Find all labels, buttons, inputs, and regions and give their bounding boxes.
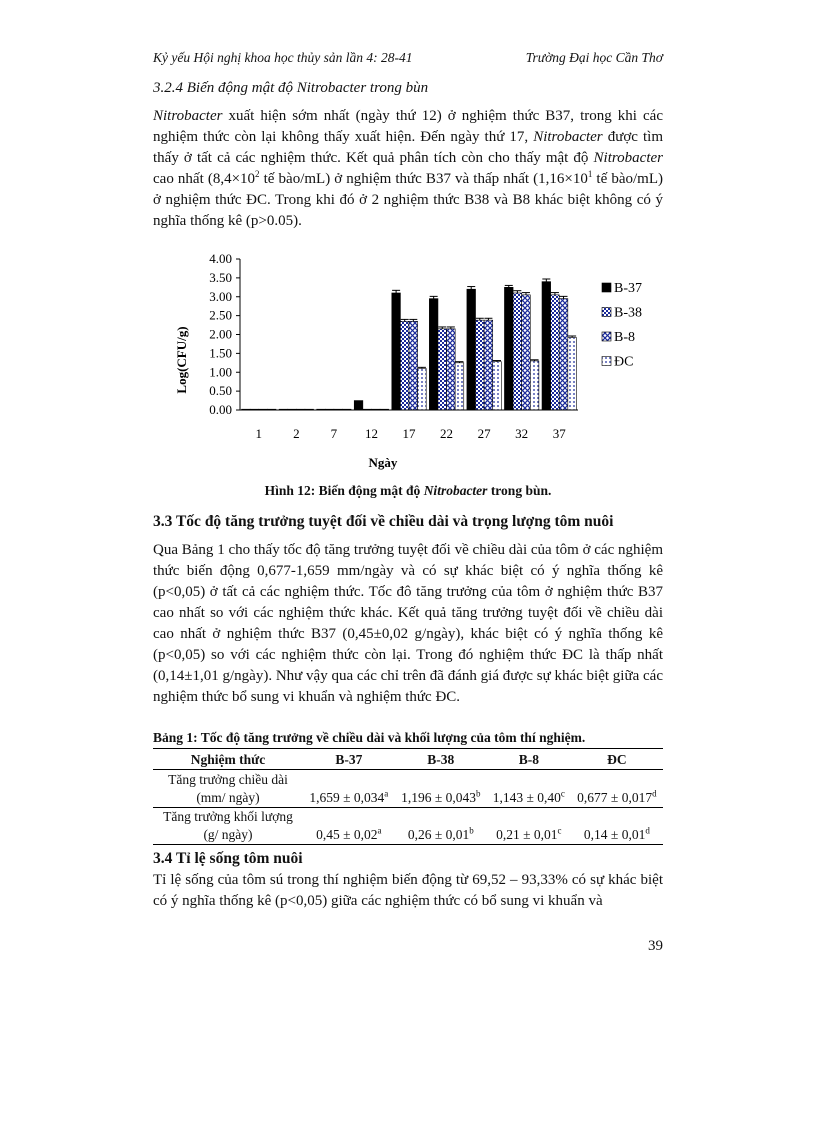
bar bbox=[568, 338, 577, 410]
para1-t4: được tìm thấy ở tất cả các nghiệm thức. Kết quả phân tích còn cho thấy mật độ bbox=[153, 129, 663, 166]
subsection-heading-3-2-4: 3.2.4 Biến động mật độ Nitrobacter trong bùn bbox=[153, 80, 429, 96]
cell-superscript: a bbox=[377, 825, 382, 836]
y-tick-label: 1.50 bbox=[209, 345, 232, 361]
bar bbox=[493, 362, 502, 410]
bar bbox=[522, 295, 531, 410]
cell-value: 1,196 ± 0,043 bbox=[401, 790, 476, 805]
legend-swatch bbox=[602, 308, 611, 317]
x-tick-label: 17 bbox=[402, 426, 416, 441]
bar bbox=[467, 289, 476, 410]
running-header bbox=[153, 50, 663, 66]
legend-label: B-8 bbox=[614, 330, 635, 345]
para1-t3: Nitrobacter bbox=[533, 129, 603, 145]
section-heading-3-4: 3.4 Tỉ lệ sống tôm nuôi bbox=[153, 850, 303, 867]
paragraph-nitrobacter bbox=[153, 106, 663, 232]
legend-swatch bbox=[602, 283, 611, 292]
table-row bbox=[153, 808, 663, 845]
cell-value: 1,143 ± 0,40 bbox=[492, 790, 561, 805]
legend-label: B-37 bbox=[614, 281, 642, 296]
page-number: 39 bbox=[648, 938, 663, 954]
bar bbox=[400, 321, 409, 410]
x-tick-label: 12 bbox=[364, 426, 378, 441]
x-tick-label: 27 bbox=[477, 426, 491, 441]
y-tick-label: 3.00 bbox=[209, 288, 232, 304]
y-tick-label: 1.00 bbox=[209, 364, 232, 380]
table-row bbox=[153, 770, 663, 808]
x-axis-label: Ngày bbox=[368, 455, 398, 470]
cell-superscript: d bbox=[652, 788, 657, 799]
row-label bbox=[153, 770, 303, 808]
paragraph-survival: Tỉ lệ sống của tôm sú trong thí nghiệm biến động từ 69,52 – 93,33% có sự khác biệt có ý nghĩa thống kê (p<0,05) giữa các nghiệm thức có bổ sung vi khuẩn và bbox=[153, 872, 663, 909]
figure-caption bbox=[0, 483, 816, 499]
table-caption: Bảng 1: Tốc độ tăng trưởng về chiều dài và khối lượng của tôm thí nghiệm. bbox=[153, 730, 586, 745]
table-cell bbox=[487, 770, 571, 808]
table-cell bbox=[303, 770, 395, 808]
para1-t5: Nitrobacter bbox=[593, 150, 663, 166]
y-axis-label: Log(CFU/g) bbox=[174, 326, 189, 394]
header-cell: B-37 bbox=[303, 749, 395, 770]
table-cell bbox=[395, 808, 487, 845]
caption-b: Nitrobacter bbox=[423, 483, 488, 498]
y-tick-label: 2.00 bbox=[209, 326, 232, 342]
header-cell: ĐC bbox=[571, 749, 663, 770]
bar bbox=[455, 363, 464, 410]
x-tick-label: 2 bbox=[293, 426, 300, 441]
bar bbox=[559, 299, 568, 410]
row-label-line1: Tăng trưởng khối lượng bbox=[163, 809, 293, 824]
para1-t1: Nitrobacter bbox=[153, 108, 223, 124]
table-cell bbox=[571, 808, 663, 845]
y-tick-label: 3.50 bbox=[209, 269, 232, 285]
table-cell bbox=[395, 770, 487, 808]
para1-t8: tế bào/mL) ở nghiệm thức ĐC. Trong khi đó ở 2 nghiệm thức B38 và B8 khác biệt không có ý nghĩa thống kê (p>0.05). bbox=[153, 171, 663, 229]
bar bbox=[476, 320, 485, 410]
para1-sup2: 1 bbox=[587, 169, 593, 179]
para1-t7: tế bào/mL) ở nghiệm thức B37 và thấp nhất (1,16×10 bbox=[259, 171, 588, 187]
header-journal: Kỷ yếu Hội nghị khoa học thủy sản lần 4: 28-41 bbox=[153, 50, 413, 65]
bar bbox=[409, 321, 418, 410]
growth-table bbox=[153, 748, 663, 845]
cell-superscript: b bbox=[469, 825, 474, 836]
row-label-line2: (mm/ ngày) bbox=[196, 790, 260, 805]
cell-value: 0,45 ± 0,02 bbox=[316, 827, 378, 842]
legend-label: ĐC bbox=[614, 354, 634, 370]
bar bbox=[542, 282, 551, 410]
caption-a: Hình 12: Biến động mật độ bbox=[264, 483, 424, 498]
para1-sup1: 2 bbox=[255, 169, 260, 179]
cell-value: 0,14 ± 0,01 bbox=[583, 827, 646, 842]
cell-superscript: c bbox=[560, 788, 565, 799]
cell-value: 0,26 ± 0,01 bbox=[407, 827, 470, 842]
x-tick-label: 22 bbox=[440, 426, 454, 441]
row-label-line2: (g/ ngày) bbox=[203, 827, 253, 842]
cell-superscript: c bbox=[557, 825, 562, 836]
para1-t2: xuất hiện sớm nhất (ngày thứ 12) ở nghiệm thức B37, trong khi các nghiệm thức còn lại không thấy xuất hiện. Đến ngày thứ 17, bbox=[153, 108, 663, 145]
bar bbox=[504, 287, 513, 410]
caption-c: trong bùn. bbox=[487, 483, 552, 498]
bar bbox=[484, 320, 493, 410]
header-cell: B-8 bbox=[487, 749, 571, 770]
bar bbox=[392, 293, 401, 410]
cell-superscript: d bbox=[645, 825, 650, 836]
cell-value: 0,21 ± 0,01 bbox=[496, 827, 558, 842]
row-label bbox=[153, 808, 303, 845]
x-tick-label: 37 bbox=[552, 426, 566, 441]
bar bbox=[530, 361, 539, 410]
header-university: Trường Đại học Cần Thơ bbox=[525, 50, 663, 65]
y-tick-label: 0.00 bbox=[209, 402, 232, 417]
bar bbox=[513, 293, 522, 410]
bar bbox=[447, 329, 456, 410]
y-tick-label: 4.00 bbox=[209, 251, 232, 266]
table-header-row bbox=[153, 749, 663, 770]
cell-value: 0,677 ± 0,017 bbox=[577, 790, 653, 805]
table-cell bbox=[571, 770, 663, 808]
x-tick-label: 32 bbox=[515, 426, 529, 441]
bar bbox=[438, 329, 447, 410]
row-label-line1: Tăng trưởng chiều dài bbox=[168, 772, 288, 787]
section-heading-3-3: 3.3 Tốc độ tăng trưởng tuyệt đối về chiều dài và trọng lượng tôm nuôi bbox=[153, 513, 614, 530]
x-tick-label: 1 bbox=[255, 426, 263, 441]
y-tick-label: 2.50 bbox=[209, 307, 232, 323]
bar bbox=[551, 295, 560, 410]
x-tick-label: 7 bbox=[330, 426, 338, 441]
table-cell bbox=[303, 808, 395, 845]
legend-label: B-38 bbox=[614, 305, 642, 321]
para1-t6: cao nhất (8,4×10 bbox=[153, 171, 256, 187]
bar bbox=[354, 401, 363, 410]
legend-swatch bbox=[602, 357, 611, 366]
legend-swatch bbox=[602, 332, 611, 341]
bar bbox=[429, 299, 438, 410]
nitrobacter-bar-chart bbox=[160, 248, 680, 476]
header-cell: B-38 bbox=[395, 749, 487, 770]
table-cell bbox=[487, 808, 571, 845]
y-tick-label: 0.50 bbox=[209, 383, 232, 399]
header-cell: Nghiệm thức bbox=[153, 749, 303, 770]
bar bbox=[418, 368, 427, 410]
cell-superscript: a bbox=[384, 788, 389, 799]
cell-value: 1,659 ± 0,034 bbox=[309, 790, 385, 805]
cell-superscript: b bbox=[475, 788, 481, 799]
paragraph-growth: Qua Bảng 1 cho thấy tốc độ tăng trưởng tuyệt đối về chiều dài của tôm ở các nghiệm thức biến động 0,677-1,659 mm/ngày và có sự khác biệt có ý nghĩa thống kê (p<0,05) ở tất cả các nghiệm thức. Tốc đô tăng trưởng của tôm ở nghiệm thức B37 cao nhất so với các nghiệm thức khác. Kết quả tăng trưởng tuyệt đối về chiều dài cao nhất ở nghiệm thức B37 (0,45±0,02 g/ngày), khác biệt có ý nghĩa thống kê (p<0,05) so với các nghiệm thức còn lại. Trong đó nghiệm thức ĐC là thấp nhất (0,14±1,01 g/ngày). Như vậy qua các chỉ trên đã đánh giá được sự khác biệt giữa các nghiệm thức bổ sung vi khuẩn và nghiệm thức ĐC. bbox=[153, 542, 663, 705]
